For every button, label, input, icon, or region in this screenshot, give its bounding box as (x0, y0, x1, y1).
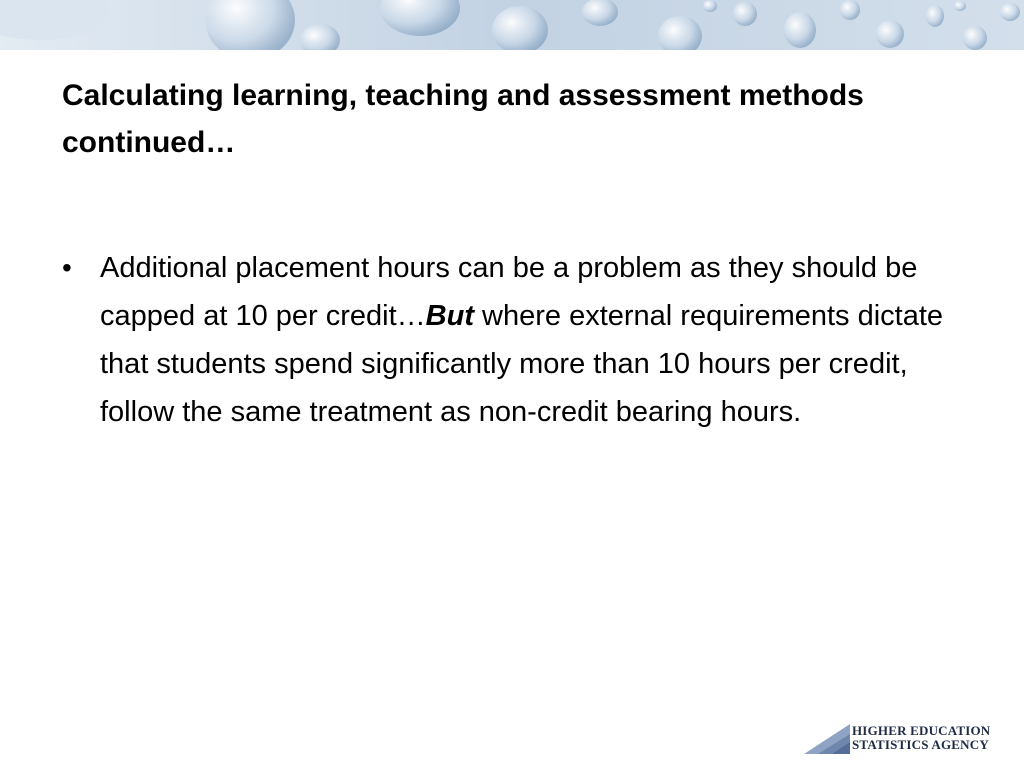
logo-mark-icon (804, 724, 850, 754)
logo-line-1: HIGHER EDUCATION (852, 723, 991, 738)
bullet-text-end: where external requirements dictate that students spend significantly more than 10 hours per credit, follow the same treatment as non-credit bearing hours. (100, 300, 944, 428)
logo-text (852, 724, 990, 752)
logo-line-2: STATISTICS AGENCY (852, 737, 989, 752)
bullet-list (62, 244, 982, 436)
bullet-text-start: Additional placement hours can be a problem as they should be capped at 10 per credit… (100, 252, 918, 332)
list-item (62, 244, 970, 436)
slide-title: Calculating learning, teaching and assessment methods continued… (62, 79, 864, 159)
bullet-icon: • (62, 252, 72, 283)
hesa-logo (804, 724, 1014, 756)
water-drops-decoration (0, 0, 1024, 50)
bullet-emphasis: But (425, 300, 474, 332)
header-banner-image (0, 0, 1024, 50)
